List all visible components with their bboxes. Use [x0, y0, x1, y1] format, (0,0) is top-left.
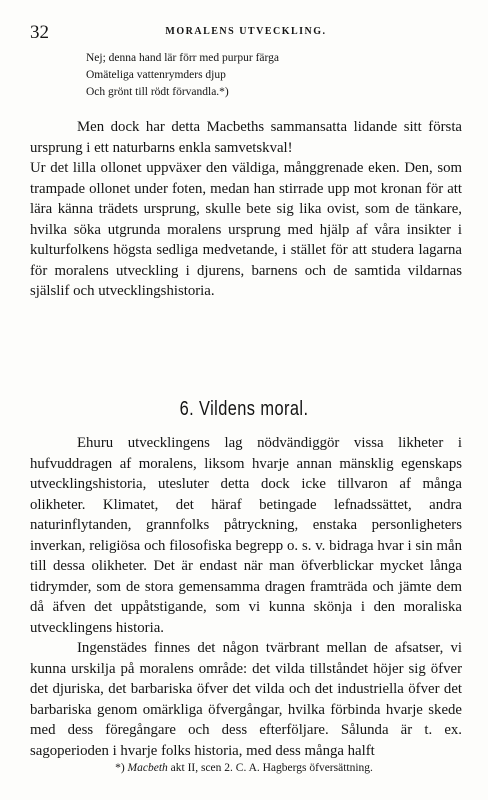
verse-quotation — [86, 50, 279, 101]
paragraph: Ingenstädes finnes det någon tvärbrant mellan de afsatser, vi kunna urskilja på moralens område: det vilda tillståndet höjer sig öfver det djuriska, det barbariska öfver det vilda och det industriella öfver det barbariska genom omärkliga öfvergångar, hvilka förbinda hvarje skede med dess föregångare och dess efterföljare. Sålunda är t. ex. sagoperioden i hvarje folks historia, med dess många halft — [30, 640, 462, 759]
verse-line: Nej; denna hand lär förr med purpur färga — [86, 52, 279, 64]
paragraph: Ehuru utvecklingens lag nödvändiggör vissa likheter i hufvuddragen af moralens, liksom hvarje annan mänsklig egenskaps utvecklingshistoria, utesluter detta dock icke tillvaron af många olikheter. Klimatet, det häraf betingade lefnadssättet, andra naturinflytanden, grannfolks påtryckning, enstaka personligheters inverkan, religiösa och filosofiska begrepp o. s. v. bidraga hvar i sin mån till dessa olikheter. Det är endast när man öfverblickar mycket långa tidrymder, som de stora gemensamma dragen framträda och jämte dem då äfven det uppåtstigande, som vi kunna skönja i den moraliska utvecklingens historia. — [30, 435, 462, 636]
paragraph-lead: Men dock har detta Macbeths sammansatta lidande sitt första ursprung i ett naturbarns enkla samvetskval! — [30, 119, 462, 156]
paragraph-macbeth — [30, 117, 462, 302]
paragraph-body: Ur det lilla ollonet uppväxer den väldiga, månggrenade eken. Den, som trampade ollonet under foten, medan han stirrade upp mot kronan för att lära känna trädets ursprung, skulle bete sig lika ovist, som de tänkare, hvilka söka utgrunda moralens ursprung med hjälp af våra insikter i kulturfolkens högsta sedliga medvetande, i stället för att studera lagarna för moralens utveckling i djurens, barnens och de samtida vildarnas själslif och utvecklingshistoria. — [30, 160, 462, 299]
footnote-text: akt II, scen 2. C. A. Hagbergs öfversättning. — [170, 762, 373, 774]
section-body — [30, 433, 462, 761]
footnote — [0, 762, 488, 774]
verse-line: Omäteliga vattenrymders djup — [86, 69, 226, 81]
footnote-marker: *) — [115, 762, 125, 774]
running-head: MORALENS UTVECKLING. — [165, 26, 327, 37]
section-heading: 6. Vildens moral. — [179, 398, 309, 420]
verse-line: Och grönt till rödt förvandla.*) — [86, 86, 229, 98]
page-number: 32 — [30, 22, 49, 43]
page-header — [30, 22, 462, 42]
footnote-work-title: Macbeth — [127, 762, 168, 774]
